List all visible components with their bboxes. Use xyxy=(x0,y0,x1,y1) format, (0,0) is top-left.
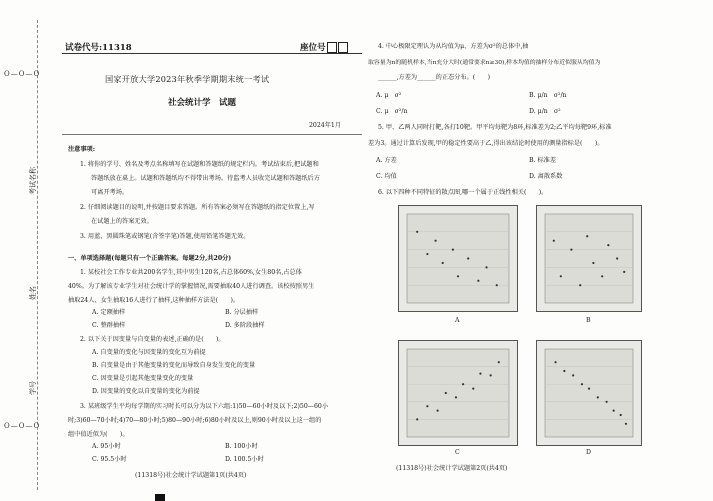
binding-label-name: 姓名 xyxy=(29,286,37,300)
binding-holes-bottom: O—O—O xyxy=(4,422,41,430)
title-rule xyxy=(62,134,362,135)
scatter-point xyxy=(437,410,439,412)
footer-right: (11318号)社会统计学试题第2页(共4页) xyxy=(396,465,508,472)
scatter-point xyxy=(496,284,498,286)
note-line: 答题纸放在桌上。试题和答题纸均不得带出考场。待监考人员收完试题和答题纸后方 xyxy=(91,175,320,182)
scatter-point xyxy=(490,374,492,376)
scatter-point xyxy=(588,388,590,390)
binding-label-exam: 考试名称 xyxy=(29,167,37,195)
seat-box[interactable] xyxy=(327,42,337,53)
note-line: 3. 用蓝、黑圆珠笔或钢笔(含签字笔)答题,使用铅笔答题无效。 xyxy=(80,233,250,240)
scatter-point xyxy=(426,405,428,407)
scatter-point xyxy=(592,262,594,264)
q5-stem-line: 5. 甲、乙两人同时打靶,各打10靶。甲平均每靶为8环,标准差为2;乙平均每靶9环,标准 xyxy=(378,124,612,131)
scatter-chart-c xyxy=(398,340,518,446)
scatter-point xyxy=(620,414,622,416)
subject-title: 社会统计学 试题 xyxy=(168,98,237,108)
scatter-point xyxy=(472,388,474,390)
scatter-chart-a xyxy=(398,205,518,312)
paper-code: 试卷代号:11318 xyxy=(65,43,132,53)
q3-stem-line: 时;3)60—70小时;4)70—80小时;5)80—90小时;6)80小时及以上,则90小时及以上这一组的 xyxy=(68,417,322,424)
scatter-point xyxy=(581,383,583,385)
q2-option-b: B. 自变量是由于其他变量的变化而导致自身发生变化的变量 xyxy=(92,362,256,369)
note-line: 2. 仔细阅读题目的说明,并按题目要求答题。所有答案必须写在答题纸的指定位置上,写 xyxy=(80,204,315,211)
scatter-point xyxy=(607,244,609,246)
scan-mark xyxy=(155,494,165,501)
scatter-chart-b xyxy=(536,205,642,312)
q2-option-c: C. 因变量是引起其他变量变化的变量 xyxy=(92,375,194,382)
scatter-point xyxy=(625,423,627,425)
scatter-point xyxy=(442,262,444,264)
scatter-svg-b xyxy=(537,206,641,311)
scatter-point xyxy=(457,275,459,277)
q1-stem-line: 抽取24人、女生抽取16人进行了抽样,这种抽样方法是( )。 xyxy=(68,297,240,304)
note-line: 在试题上的答案无效。 xyxy=(91,218,153,225)
scatter-point xyxy=(563,370,565,372)
q1-option-c: C. 整群抽样 xyxy=(92,322,126,329)
chart-label-c: C xyxy=(455,449,460,456)
scatter-point xyxy=(570,249,572,251)
scatter-point xyxy=(616,257,618,259)
exam-title: 国家开放大学2023年秋季学期期末统一考试 xyxy=(105,74,270,84)
header-rule xyxy=(62,53,362,54)
q4-option-c: C. μ σ²/n xyxy=(376,108,408,115)
scatter-point xyxy=(597,396,599,398)
exam-date: 2024年1月 xyxy=(309,122,342,129)
q3-option-c: C. 95.5小时 xyxy=(92,456,127,463)
scatter-point xyxy=(560,275,562,277)
q5-option-a: A. 方差 xyxy=(376,157,397,164)
seat-label: 座位号 xyxy=(300,43,326,53)
chart-label-d: D xyxy=(586,449,591,456)
q3-stem-line: 3. 某班级学生平均每学期的实习时长可以分为以下六组:1)50—60小时及以下;2)50—60小 xyxy=(80,403,329,410)
scatter-point xyxy=(554,361,556,363)
binding-label-id: 学号 xyxy=(29,381,37,395)
scatter-point xyxy=(462,383,464,385)
scatter-svg-a xyxy=(399,206,517,311)
scatter-point xyxy=(601,275,603,277)
scatter-point xyxy=(455,396,457,398)
note-line: 1. 将你的学号、姓名及考点名称填写在试题和答题纸的规定栏内。考试结束后,把试题和 xyxy=(80,161,319,168)
scatter-point xyxy=(586,235,588,237)
scatter-point xyxy=(498,361,500,363)
q3-stem-line: 组中值近似为( )。 xyxy=(68,431,129,438)
scatter-point xyxy=(553,240,555,242)
q6-stem: 6. 以下四种不同特征的散点图,哪一个属于正线性相关( )。 xyxy=(378,189,548,196)
plot-area xyxy=(407,349,509,437)
plot-area xyxy=(407,214,509,303)
q1-option-d: D. 多阶段抽样 xyxy=(225,322,265,329)
q3-option-b: B. 100小时 xyxy=(225,443,258,450)
scatter-point xyxy=(613,410,615,412)
q5-option-c: C. 均值 xyxy=(376,173,397,180)
q1-stem-line: 40%。为了解该专业学生对社会统计学的掌握情况,需要抽取40人进行调查。该校按照男生 xyxy=(68,283,315,290)
q5-option-d: D. 离散系数 xyxy=(529,173,563,180)
scatter-point xyxy=(445,392,447,394)
scatter-point xyxy=(416,418,418,420)
scatter-svg-c xyxy=(399,341,517,445)
scatter-point xyxy=(434,240,436,242)
q3-option-d: D. 100.5小时 xyxy=(225,456,264,463)
scatter-point xyxy=(452,249,454,251)
q4-option-b: B. μ/n σ²/n xyxy=(529,92,567,99)
note-line: 可离开考场。 xyxy=(91,189,129,196)
plot-area xyxy=(545,214,633,303)
q1-option-a: A. 定额抽样 xyxy=(92,309,126,316)
scatter-point xyxy=(485,266,487,268)
q1-stem-line: 1. 某校社会工作专业共200名学生,其中男生120名,占总体60%,女生80名,占总体 xyxy=(80,269,302,276)
plot-area xyxy=(545,349,633,437)
scatter-point xyxy=(477,280,479,282)
scatter-point xyxy=(479,373,481,375)
q1-option-b: B. 分层抽样 xyxy=(225,309,259,316)
binding-line xyxy=(37,20,38,490)
binding-holes-top: O—O—O xyxy=(4,70,41,78)
section-heading: 一、单项选择题(每题只有一个正确答案。每题2分,共20分) xyxy=(68,255,232,262)
q4-option-a: A. μ σ² xyxy=(376,92,402,99)
scatter-point xyxy=(426,253,428,255)
q4-stem-line: 取容量为n的随机样本,当n充分大时(通常要求n≥30),样本均值的抽样分布近似服从均值为 xyxy=(368,60,601,66)
q2-option-d: D. 因变量的变化以自变量的变化为前提 xyxy=(92,388,200,395)
scatter-point xyxy=(606,401,608,403)
q5-stem-line: 差为3。通过计算后发现,甲的稳定性要高于乙,得出该结论时使用的测量指标是( )。 xyxy=(368,140,604,147)
chart-label-a: A xyxy=(455,317,460,324)
scatter-point xyxy=(467,257,469,259)
q2-option-a: A. 自变量的变化与因变量的变化互为前提 xyxy=(92,349,206,356)
scatter-point xyxy=(416,231,418,233)
seat-number xyxy=(300,41,348,53)
scatter-svg-d xyxy=(537,341,641,445)
q5-option-b: B. 标准差 xyxy=(529,157,557,164)
q3-option-a: A. 95小时 xyxy=(92,443,121,450)
scatter-chart-d xyxy=(536,340,642,446)
notes-heading: 注意事项: xyxy=(68,146,96,153)
chart-label-b: B xyxy=(586,317,591,324)
q4-stem-line: ______,方差为______的正态分布。( ) xyxy=(378,74,490,81)
scatter-point xyxy=(623,271,625,273)
footer-left: (11318号)社会统计学试题第1页(共4页) xyxy=(135,472,247,479)
scatter-point xyxy=(572,374,574,376)
seat-box[interactable] xyxy=(338,42,348,53)
q4-option-d: D. μ/n σ² xyxy=(529,108,561,115)
q2-stem: 2. 以下关于因变量与自变量的表述,正确的是( )。 xyxy=(80,336,225,343)
q4-stem-line: 4. 中心极限定理认为从均值为μ、方差为σ²的总体中,抽 xyxy=(378,43,529,50)
scatter-point xyxy=(579,284,581,286)
